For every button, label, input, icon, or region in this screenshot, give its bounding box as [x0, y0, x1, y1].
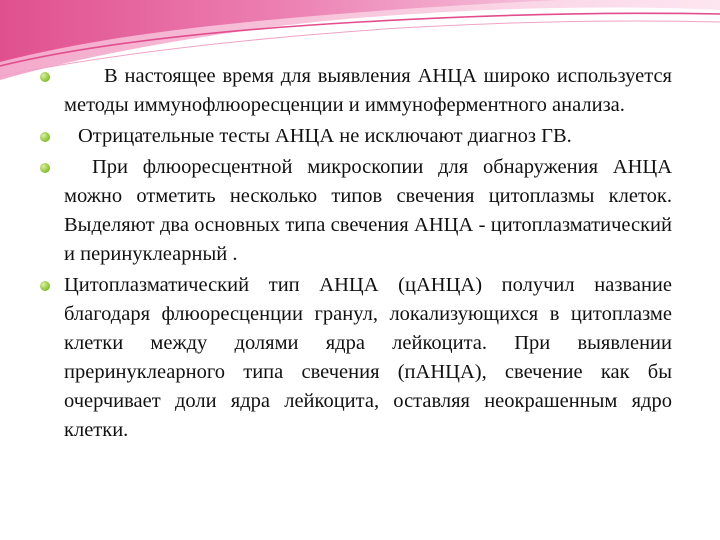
bullet-dot-icon	[40, 163, 50, 173]
bullet-text: Отрицательные тесты АНЦА не исключают диагноз ГВ.	[78, 125, 572, 147]
bullet-item	[38, 62, 672, 120]
bullet-text: Цитоплазматический тип АНЦА (цАНЦА) получил название благодаря флюоресценции гранул, локализующихся в цитоплазме клетки между долями ядра лейкоцита. При выявлении преринуклеарного типа свечения (пАНЦА), свечение как бы очерчивает доли ядра лейкоцита, оставляя неокрашенным ядро клетки.	[64, 274, 672, 441]
slide-body	[38, 62, 672, 447]
bullet-item	[38, 122, 672, 151]
bullet-item	[38, 153, 672, 269]
bullet-dot-icon	[40, 72, 50, 82]
bullet-text: В настоящее время для выявления АНЦА широко используется методы иммунофлюоресценции и иммуноферментного анализа.	[64, 65, 672, 116]
bullet-item	[38, 271, 672, 445]
bullet-text: При флюоресцентной микроскопии для обнаружения АНЦА можно отметить несколько типов свечения цитоплазмы клеток. Выделяют два основных типа свечения АНЦА - цитоплазматический и перинуклеарный .	[64, 156, 672, 265]
bullet-list	[38, 62, 672, 445]
bullet-dot-icon	[40, 132, 50, 142]
bullet-dot-icon	[40, 281, 50, 291]
